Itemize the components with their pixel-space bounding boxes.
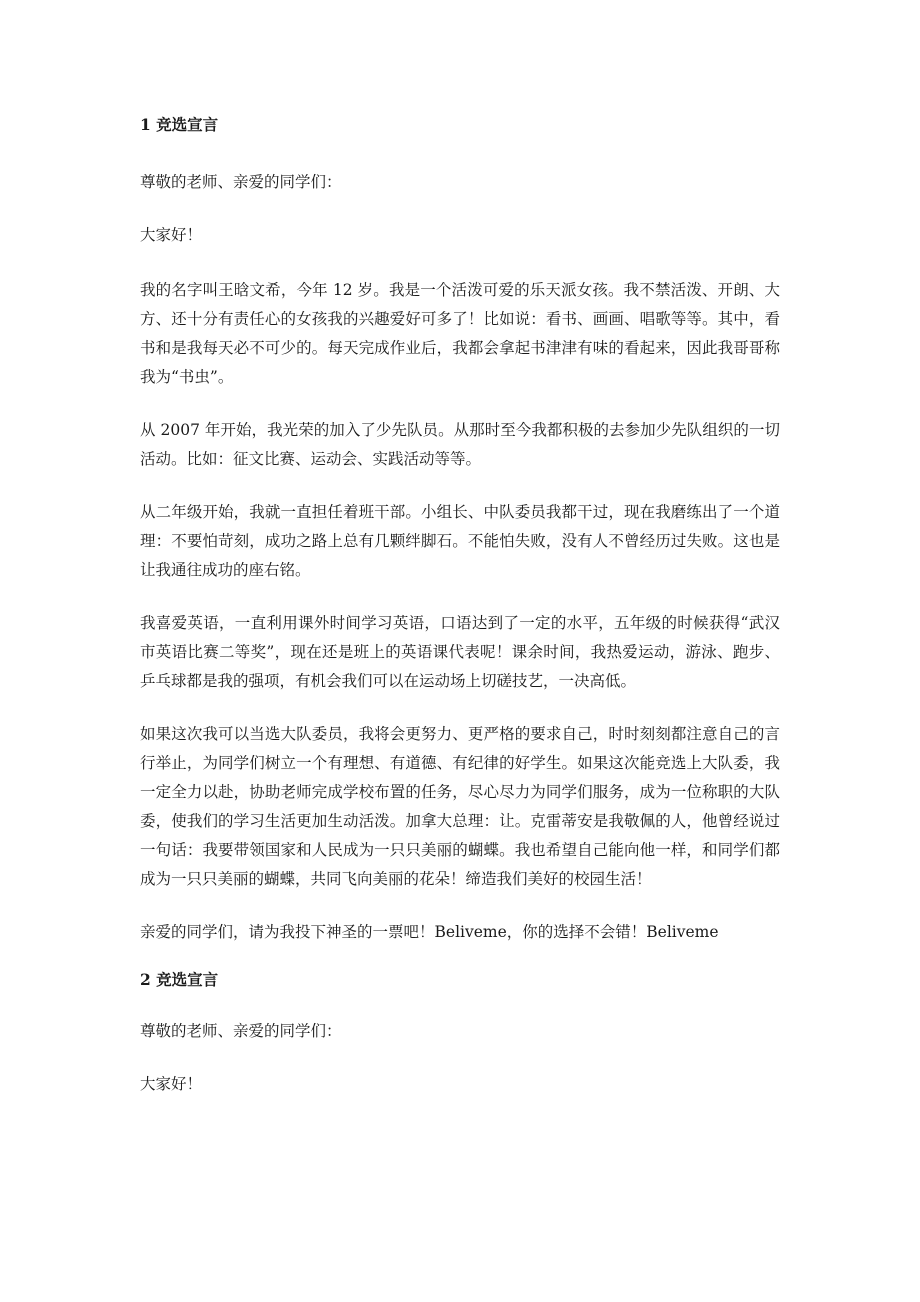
section-1-paragraph-intro: 我的名字叫王晗文希，今年 12 岁。我是一个活泼可爱的乐天派女孩。我不禁活泼、开朗、大方、还十分有责任心的女孩我的兴趣爱好可多了！比如说：看书、画画、唱歌等等。其中，看书和是我每天必不可少的。每天完成作业后，我都会拿起书津津有味的看起来，因此我哥哥称我为“书虫”。 [140, 281, 780, 386]
section-2-salutation: 尊敬的老师、亲爱的同学们： [140, 1022, 342, 1040]
section-2-heading: 2 竞选宣言 [140, 970, 219, 989]
section-1-closing: 亲爱的同学们，请为我投下神圣的一票吧！Beliveme，你的选择不会错！Beliveme [140, 923, 719, 941]
section-1-paragraph-cadre: 从二年级开始，我就一直担任着班干部。小组长、中队委员我都干过，现在我磨练出了一个道理：不要怕苛刻，成功之路上总有几颗绊脚石。不能怕失败，没有人不曾经历过失败。这也是让我通往成功的座右铭。 [140, 503, 780, 579]
section-1-paragraph-english: 我喜爱英语，一直利用课外时间学习英语，口语达到了一定的水平，五年级的时候获得“武汉市英语比赛二等奖”，现在还是班上的英语课代表呢！课余时间，我热爱运动，游泳、跑步、乒乓球都是我的强项，有机会我们可以在运动场上切磋技艺，一决高低。 [140, 614, 780, 690]
section-1-paragraph-pioneers: 从 2007 年开始，我光荣的加入了少先队员。从那时至今我都积极的去参加少先队组织的一切活动。比如：征文比赛、运动会、实践活动等等。 [140, 421, 780, 468]
section-1-paragraph-promise: 如果这次我可以当选大队委员，我将会更努力、更严格的要求自己，时时刻刻都注意自己的言行举止，为同学们树立一个有理想、有道德、有纪律的好学生。如果这次能竞选上大队委，我一定全力以赴，协助老师完成学校布置的任务，尽心尽力为同学们服务，成为一位称职的大队委，使我们的学习生活更加生动活泼。加拿大总理：让。克雷蒂安是我敬佩的人，他曾经说过一句话：我要带领国家和人民成为一只只美丽的蝴蝶。我也希望自己能向他一样，和同学们都成为一只只美丽的蝴蝶，共同飞向美丽的花朵！缔造我们美好的校园生活！ [140, 725, 780, 888]
section-1-salutation: 尊敬的老师、亲爱的同学们： [140, 173, 342, 191]
section-2-greeting: 大家好！ [140, 1075, 203, 1093]
section-1-greeting: 大家好！ [140, 226, 203, 244]
section-1-heading: 1 竞选宣言 [140, 115, 219, 134]
document-body [140, 112, 780, 1099]
